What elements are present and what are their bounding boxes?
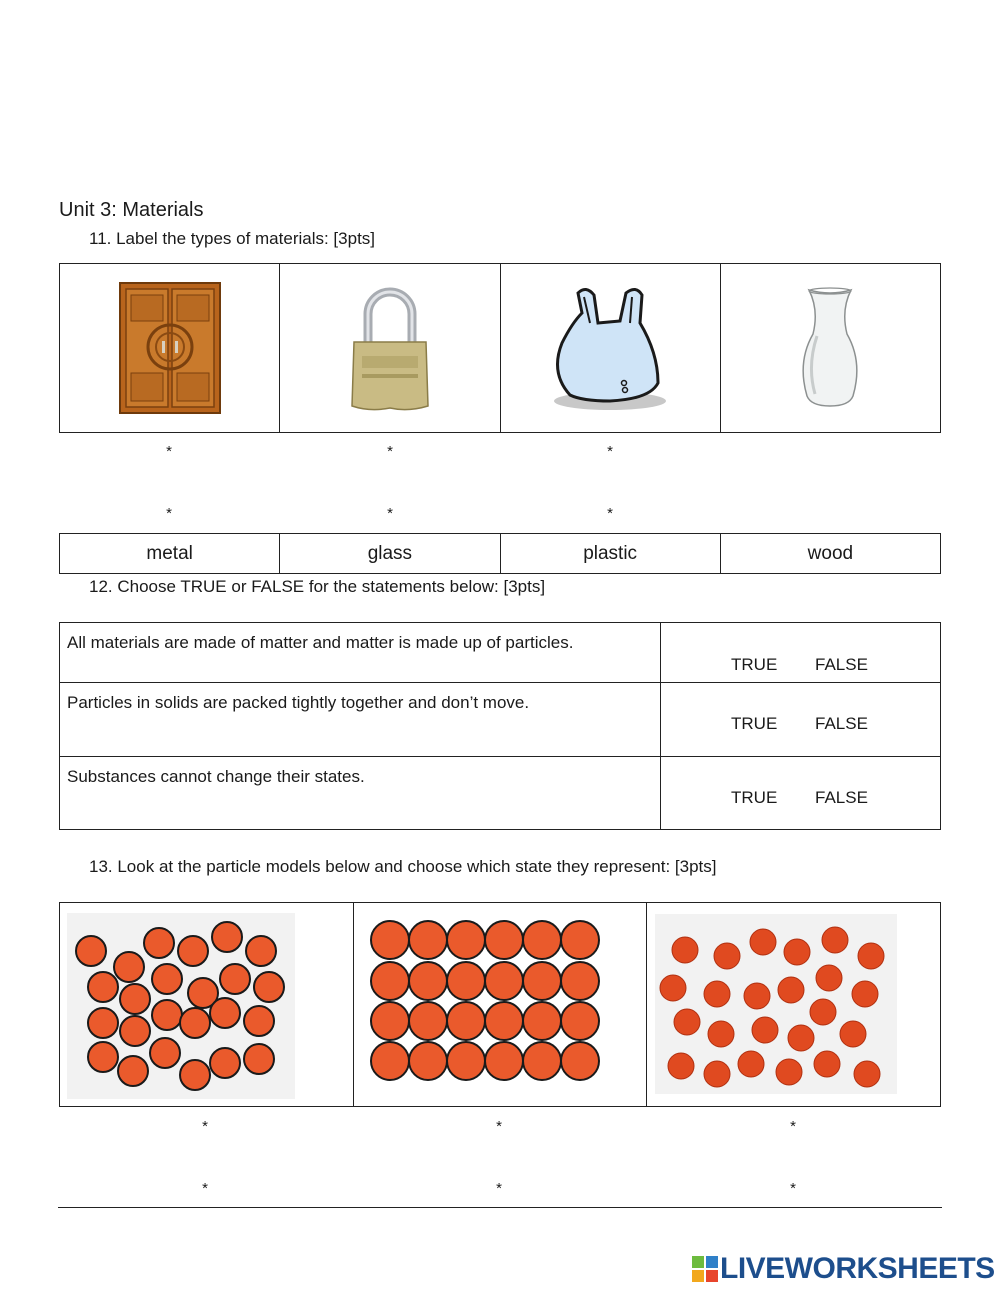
door-icon (118, 281, 222, 415)
particle-model-cell-3 (647, 903, 940, 1106)
drop-target-6[interactable]: * (607, 505, 613, 522)
true-option-1[interactable]: TRUE (731, 655, 778, 674)
word-wood[interactable]: wood (807, 542, 854, 564)
true-option-2[interactable]: TRUE (731, 714, 778, 733)
word-plastic[interactable]: plastic (501, 534, 721, 573)
statement-row-2 (60, 683, 940, 757)
word-glass[interactable]: glass (280, 534, 500, 573)
padlock-image-cell (280, 264, 500, 432)
particle-model-cell-1 (60, 903, 354, 1106)
solid-particles-icon (370, 920, 604, 1084)
door-image-cell (60, 264, 280, 432)
true-option-3[interactable]: TRUE (731, 788, 778, 807)
vase-image-cell (721, 264, 940, 432)
drop-target-1[interactable]: * (166, 443, 172, 460)
drop-target-12[interactable]: * (790, 1180, 796, 1197)
question-12-prompt: 12. Choose TRUE or FALSE for the statements below: [3pts] (89, 577, 546, 596)
liquid-particles-icon (67, 913, 295, 1099)
live-blocks-icon (692, 1256, 718, 1282)
particle-model-cell-2 (354, 903, 648, 1106)
unit-title: Unit 3: Materials (59, 199, 204, 221)
drop-target-8[interactable]: * (496, 1118, 502, 1135)
statement-1: All materials are made of matter and matter is made up of particles. (67, 633, 574, 652)
plastic-bag-image-cell (501, 264, 721, 432)
materials-image-table (59, 263, 941, 433)
question-13-prompt: 13. Look at the particle models below and choose which state they represent: [3pts] (89, 857, 717, 876)
word-bank (59, 533, 941, 574)
drop-target-9[interactable]: * (790, 1118, 796, 1135)
drop-target-2[interactable]: * (387, 443, 393, 460)
plastic-bag-icon (550, 283, 670, 413)
statement-row-1 (60, 623, 940, 683)
drop-target-4[interactable]: * (166, 505, 172, 522)
liveworksheets-logo (692, 1252, 995, 1286)
bottom-divider (58, 1207, 942, 1208)
drop-target-3[interactable]: * (607, 443, 613, 460)
padlock-icon (348, 282, 432, 414)
drop-target-10[interactable]: * (202, 1180, 208, 1197)
word-metal[interactable]: metal (60, 534, 280, 573)
drop-target-11[interactable]: * (496, 1180, 502, 1197)
question-11-prompt: 11. Label the types of materials: [3pts] (89, 229, 376, 248)
gas-particles-icon (655, 914, 897, 1094)
statement-row-3 (60, 757, 940, 829)
brand-name: LIVEWORKSHEETS (720, 1252, 995, 1285)
true-false-table (59, 622, 941, 830)
drop-target-7[interactable]: * (202, 1118, 208, 1135)
false-option-1[interactable]: FALSE (815, 655, 868, 674)
statement-2: Particles in solids are packed tightly together and don’t move. (67, 693, 530, 712)
particle-model-table (59, 902, 941, 1107)
drop-target-5[interactable]: * (387, 505, 393, 522)
statement-3: Substances cannot change their states. (67, 767, 365, 786)
false-option-2[interactable]: FALSE (815, 714, 868, 733)
glass-vase-icon (793, 286, 867, 410)
false-option-3[interactable]: FALSE (815, 788, 868, 807)
